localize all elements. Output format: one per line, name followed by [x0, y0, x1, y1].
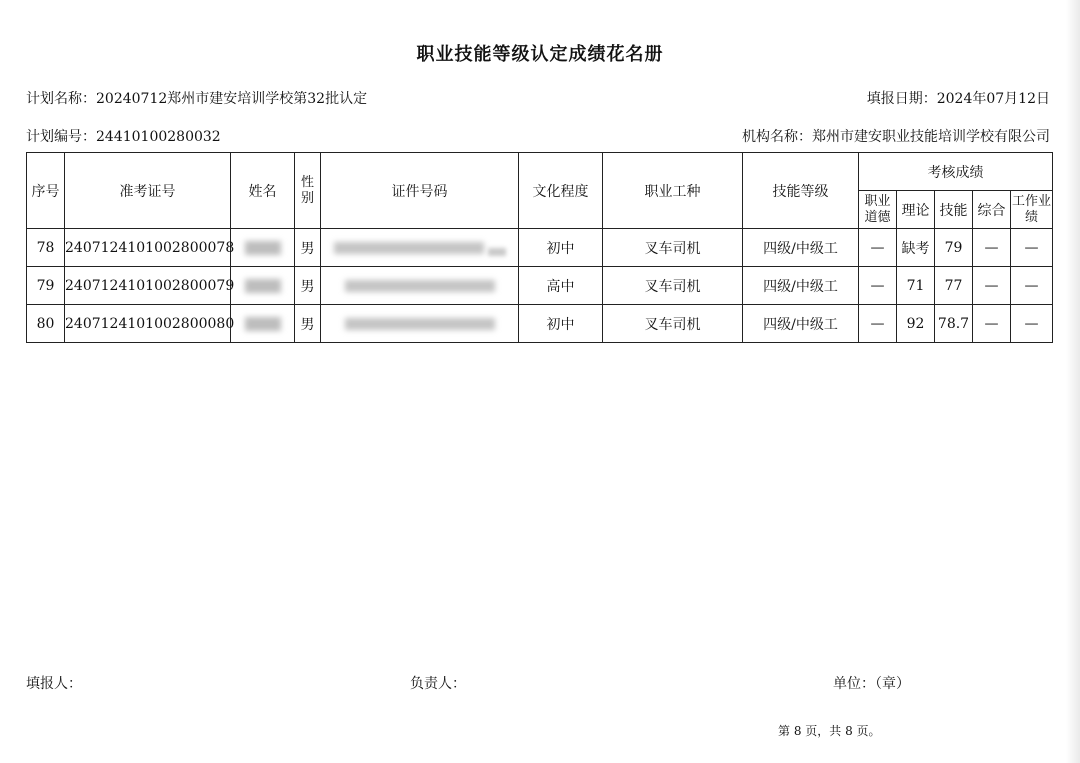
cell-gender: 男: [295, 305, 321, 343]
cell-work-performance: —: [1011, 267, 1053, 305]
cell-ethics: —: [859, 267, 897, 305]
cell-theory: 缺考: [897, 229, 935, 267]
cell-id-redacted: [321, 305, 519, 343]
page-number: 第 8 页，共 8 页。: [778, 724, 881, 738]
header-skill-level: 技能等级: [743, 153, 859, 229]
redaction-blur: [345, 280, 495, 292]
header-theory: 理论: [897, 191, 935, 229]
cell-overall: —: [973, 305, 1011, 343]
cell-ethics: —: [859, 305, 897, 343]
footer-unit-seal-label: 单位：（章）: [833, 676, 910, 692]
cell-id-redacted: [321, 267, 519, 305]
page-edge-shadow: [1066, 0, 1080, 763]
cell-name-redacted: [231, 267, 295, 305]
header-occupation: 职业工种: [603, 153, 743, 229]
plan-name: 计划名称：20240712郑州市建安培训学校第32批认定: [26, 91, 368, 107]
redaction-blur: [245, 241, 281, 255]
header-education: 文化程度: [519, 153, 603, 229]
cell-seq: 78: [27, 229, 65, 267]
cell-name-redacted: [231, 229, 295, 267]
footer-filler-label: 填报人：: [26, 676, 82, 692]
cell-skill: 78.7: [935, 305, 973, 343]
cell-education: 高中: [519, 267, 603, 305]
cell-education: 初中: [519, 229, 603, 267]
redaction-blur: [245, 317, 281, 331]
cell-exam-number: 2407124101002800080: [65, 305, 231, 343]
footer-owner-label: 负责人：: [410, 676, 466, 692]
header-name: 姓名: [231, 153, 295, 229]
cell-ethics: —: [859, 229, 897, 267]
header-overall: 综合: [973, 191, 1011, 229]
header-scores-group: 考核成绩: [859, 153, 1053, 191]
cell-education: 初中: [519, 305, 603, 343]
cell-skill: 77: [935, 267, 973, 305]
cell-skill-level: 四级/中级工: [743, 229, 859, 267]
header-gender: 性别: [295, 153, 321, 229]
organization-name: 机构名称：郑州市建安职业技能培训学校有限公司: [742, 129, 1050, 145]
cell-gender: 男: [295, 229, 321, 267]
cell-overall: —: [973, 267, 1011, 305]
table-row: [27, 229, 1053, 267]
cell-occupation: 叉车司机: [603, 267, 743, 305]
document-title: 职业技能等级认定成绩花名册: [416, 44, 664, 65]
cell-theory: 92: [897, 305, 935, 343]
cell-work-performance: —: [1011, 229, 1053, 267]
fill-date: 填报日期：2024年07月12日: [866, 91, 1050, 107]
redaction-blur: [245, 279, 281, 293]
table-row: [27, 267, 1053, 305]
cell-id-redacted: [321, 229, 519, 267]
redaction-blur: [488, 248, 506, 256]
cell-skill-level: 四级/中级工: [743, 305, 859, 343]
cell-occupation: 叉车司机: [603, 305, 743, 343]
cell-skill-level: 四级/中级工: [743, 267, 859, 305]
table-row: [27, 305, 1053, 343]
cell-occupation: 叉车司机: [603, 229, 743, 267]
redaction-blur: [334, 242, 484, 254]
cell-overall: —: [973, 229, 1011, 267]
cell-seq: 79: [27, 267, 65, 305]
cell-exam-number: 2407124101002800078: [65, 229, 231, 267]
header-id-number: 证件号码: [321, 153, 519, 229]
header-ethics: 职业道德: [859, 191, 897, 229]
cell-work-performance: —: [1011, 305, 1053, 343]
header-seq: 序号: [27, 153, 65, 229]
cell-name-redacted: [231, 305, 295, 343]
cell-exam-number: 2407124101002800079: [65, 267, 231, 305]
header-exam-number: 准考证号: [65, 153, 231, 229]
header-skill: 技能: [935, 191, 973, 229]
cell-seq: 80: [27, 305, 65, 343]
cell-gender: 男: [295, 267, 321, 305]
redaction-blur: [345, 318, 495, 330]
score-roster-table: [26, 152, 1053, 343]
plan-number: 计划编号：24410100280032: [26, 129, 221, 145]
header-work-performance: 工作业绩: [1011, 191, 1053, 229]
cell-theory: 71: [897, 267, 935, 305]
cell-skill: 79: [935, 229, 973, 267]
